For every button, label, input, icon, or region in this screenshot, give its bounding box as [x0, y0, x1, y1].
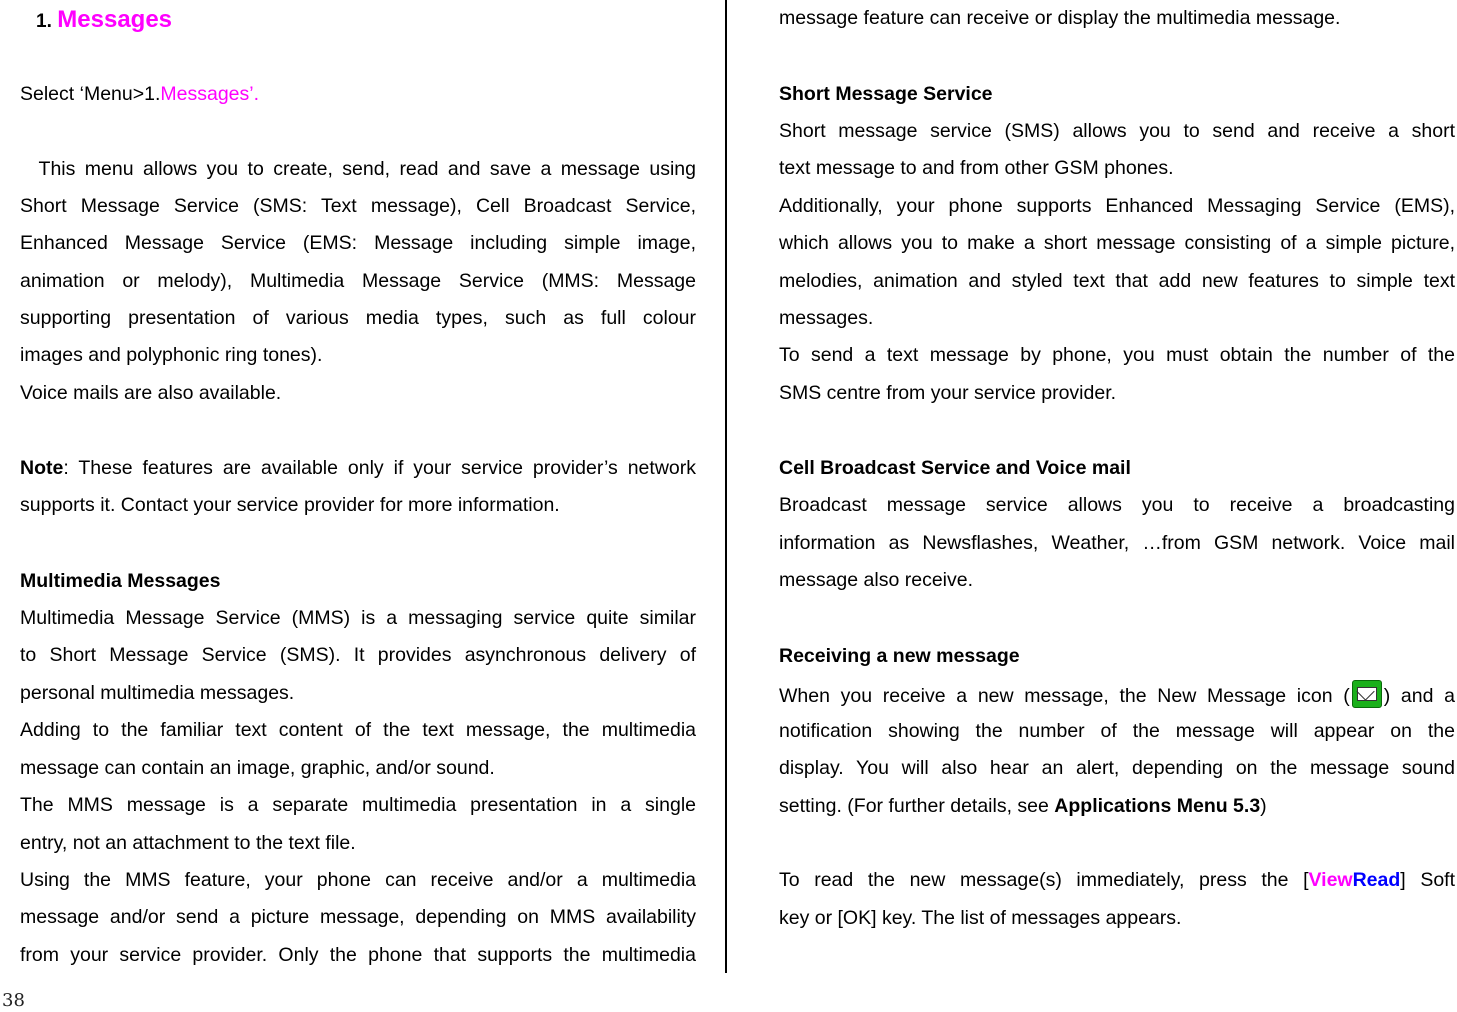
body-line: message feature can receive or display the multimedia message.: [779, 7, 1341, 29]
body-line: notification showing the number of the message will appear on the: [779, 720, 1455, 742]
subheading-sms: Short Message Service: [779, 83, 993, 105]
body-line: entry, not an attachment to the text file.: [20, 832, 356, 854]
body-line: Adding to the familiar text content of the text message, the multimedia: [20, 719, 696, 741]
body-line: information as Newsflashes, Weather, …from GSM network. Voice mail: [779, 532, 1455, 554]
body-line: SMS centre from your service provider.: [779, 382, 1117, 404]
body-line: key or [OK] key. The list of messages appears.: [779, 907, 1182, 929]
body-line: Short message service (SMS) allows you to send and receive a short: [779, 120, 1455, 142]
note-label: Note: [20, 457, 64, 479]
page-number: 38: [2, 990, 25, 1011]
menu-reference: Applications Menu 5.3: [1054, 795, 1261, 817]
intro-line: Short Message Service (SMS: Text message), Cell Broadcast Service,: [20, 195, 696, 217]
subheading-multimedia: Multimedia Messages: [20, 570, 221, 592]
note-text: : These features are available only if your service provider’s network: [63, 457, 696, 479]
body-line: The MMS message is a separate multimedia presentation in a single: [20, 794, 696, 816]
subheading-cell-broadcast: Cell Broadcast Service and Voice mail: [779, 457, 1131, 479]
intro-line: supporting presentation of various media types, such as full colour: [20, 307, 696, 329]
body-line: Multimedia Message Service (MMS) is a messaging service quite similar: [20, 607, 696, 629]
intro-line: animation or melody), Multimedia Message Service (MMS: Message: [20, 270, 696, 292]
note-line: supports it. Contact your service provider for more information.: [20, 494, 560, 516]
column-divider: [725, 0, 727, 973]
body-line: Additionally, your phone supports Enhanced Messaging Service (EMS),: [779, 195, 1455, 217]
intro-line: This menu allows you to create, send, read and save a message using: [20, 158, 696, 180]
body-line: [779, 788, 1455, 824]
menu-path: [20, 76, 696, 112]
body-line: Broadcast message service allows you to receive a broadcasting: [779, 494, 1455, 516]
new-message-icon: [1352, 680, 1382, 708]
body-line: [779, 862, 1455, 898]
subheading-receiving: Receiving a new message: [779, 645, 1020, 667]
body-line: to Short Message Service (SMS). It provides asynchronous delivery of: [20, 644, 696, 666]
rx-text: ): [1260, 795, 1267, 817]
intro-line: Voice mails are also available.: [20, 382, 282, 404]
note-line: [20, 450, 696, 486]
body-line: messages.: [779, 307, 874, 329]
menu-path-prefix: Select ‘Menu>1.: [20, 83, 161, 105]
body-line: To send a text message by phone, you must obtain the number of the: [779, 344, 1455, 366]
softkey-view: View: [1308, 869, 1353, 891]
read-text: To read the new message(s) immediately, press the [: [779, 869, 1309, 891]
section-number: 1.: [36, 11, 52, 32]
body-line: message can contain an image, graphic, and/or sound.: [20, 757, 495, 779]
body-line: message and/or send a picture message, depending on MMS availability: [20, 906, 696, 928]
body-line: display. You will also hear an alert, depending on the message sound: [779, 757, 1455, 779]
rx-text: setting. (For further details, see: [779, 795, 1055, 817]
body-line: text message to and from other GSM phones.: [779, 157, 1174, 179]
section-heading: [36, 2, 712, 38]
body-line: Using the MMS feature, your phone can receive and/or a multimedia: [20, 869, 696, 891]
read-text: ] Soft: [1400, 869, 1455, 891]
body-line: which allows you to make a short message consisting of a simple picture,: [779, 232, 1455, 254]
rx-text: When you receive a new message, the New Message icon (: [779, 685, 1350, 707]
menu-path-link: Messages’.: [160, 83, 260, 105]
intro-line: images and polyphonic ring tones).: [20, 344, 323, 366]
body-line: personal multimedia messages.: [20, 682, 295, 704]
body-line: [779, 678, 1455, 714]
intro-line: Enhanced Message Service (EMS: Message including simple image,: [20, 232, 696, 254]
body-line: message also receive.: [779, 569, 974, 591]
softkey-read: Read: [1352, 869, 1401, 891]
rx-text: ) and a: [1383, 685, 1455, 707]
section-title: Messages: [57, 6, 173, 33]
body-line: melodies, animation and styled text that add new features to simple text: [779, 270, 1455, 292]
body-line: from your service provider. Only the phone that supports the multimedia: [20, 944, 696, 966]
